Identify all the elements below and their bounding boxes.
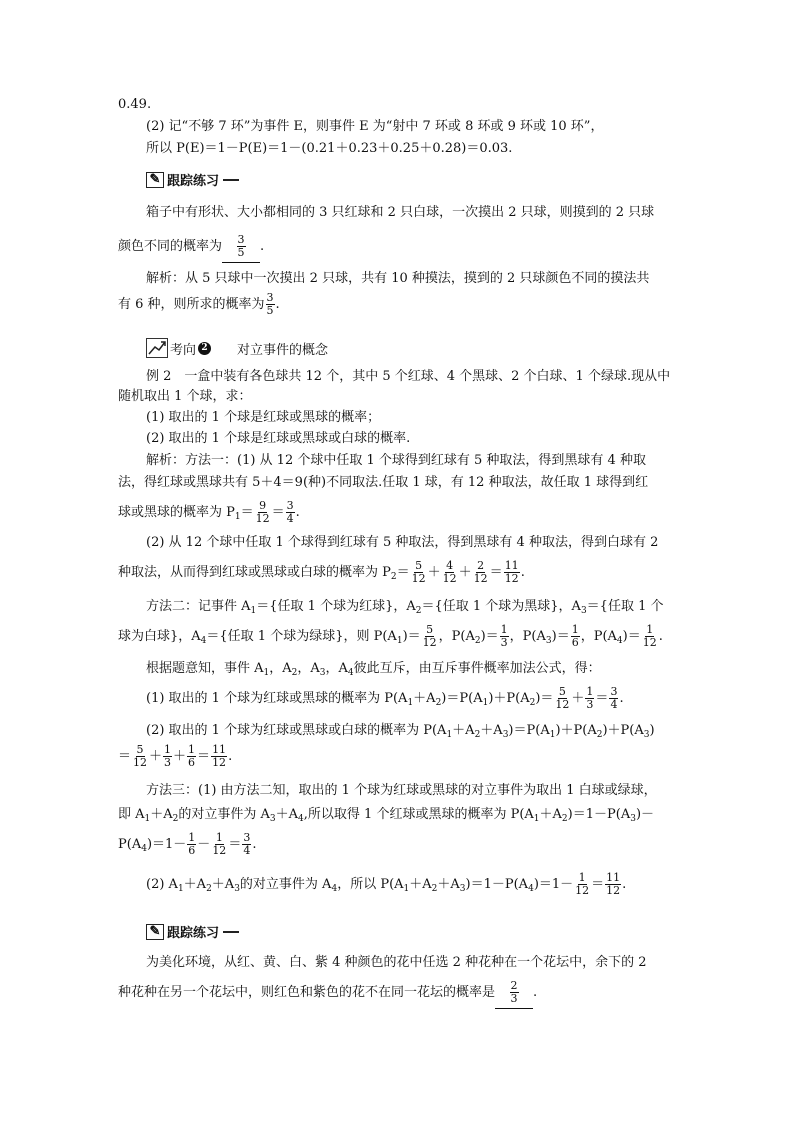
practice2-question-2 [118,978,537,1009]
intro-line-2: (2) 记“不够 7 环”为事件 E，则事件 E 为“射中 7 环或 8 环或 9 环或 10 环”， [146,119,604,134]
example-line-4: (2) 取出的 1 个球是红球或黑球或白球的概率. [146,431,411,446]
pencil-icon: ✎ [146,172,164,188]
practice1-solution-1: 解析：从 5 只球中一次摸出 2 只球，共有 10 种摸法，摸到的 2 只球颜色不同的摸法共 [146,271,650,286]
example-line-1: 例 2 一盒中装有各色球共 12 个，其中 5 个红球、4 个黑球、2 个白球、1 个绿球.现从中 [146,369,671,384]
intro-line-1: 0.49. [118,97,152,112]
method1-line-2: 法，得红球或黑球共有 5＋4＝9(种)不同取法.任取 1 球，有 12 种取法，故任取 1 球得到红 [118,475,649,490]
intro-line-3: 所以 P(E)＝1－P(E)＝1－(0.21＋0.23＋0.25＋0.28)＝0.03. [146,141,513,156]
text: 即 A [118,807,145,822]
frac-num: 9 [259,499,267,512]
method3-line-2: 即 $A_1+A_2$的对立事件为 $A_3+A_4$,所以取得 1 个红球或黑球的概率为 $P(A_1+A_2)=1-P(A_3)-$ [118,807,655,824]
answer-blank [222,232,260,263]
frac-num: 3 [237,233,245,246]
text: 彼此互斥，由互斥事件概率加法公式，得： [353,661,601,676]
frac-num: 4 [446,559,454,572]
text: ，所以 P(A [337,877,404,892]
trend-icon [146,338,168,358]
practice1-solution-2 [118,290,280,320]
text: )＝1－P(A [567,807,631,822]
method1-line-1: 解析：方法一：(1) 从 12 个球中任取 1 个球得到红球有 5 种取法，得到黑球有 4 种取 [146,453,646,468]
text: ,所以取得 1 个红球或黑球的概率为 P(A [303,807,534,822]
section-number: 2 [198,342,211,355]
text: 种花种在另一个花坛中，则红色和紫色的花不在同一花坛的概率是 [118,985,496,1000]
practice1-question-1: 箱子中有形状、大小都相同的 3 只红球和 2 只白球，一次摸出 2 只球，则摸到的 2 只球 [146,205,655,220]
text: . [260,239,265,254]
practice1-question-2 [118,232,264,263]
method1-line-3: 球或黑球的概率为 $P_1=$ $\frac{9}{12}$ ＝ $\frac{3}{4}$ . [118,499,300,525]
method1-line-5: 种取法，从而得到红球或黑球或白球的概率为 $P_2=$ $\frac{5}{12}$ ＋ $\frac{4}{12}$ ＋ $\frac{2}{12}$ ＝ $\frac{11}{12}$ . [118,559,525,585]
frac-den: 5 [266,304,274,317]
frac-den: 12 [642,636,657,649]
frac-num: 3 [286,499,294,512]
frac-den: 6 [571,636,579,649]
tag-line-decoration [223,179,239,181]
text: 的对立事件为 A [239,877,332,892]
frac-den: 12 [504,572,519,585]
section-heading [146,338,328,358]
practice-tag-2 [146,922,239,941]
frac-num: 5 [426,623,434,636]
text: 的对立事件为 A [178,807,270,822]
frac-num: 3 [266,291,274,304]
text: . [275,297,280,312]
text: 颜色不同的概率为 [118,239,223,254]
text: 方法二：记事件 A [146,599,251,614]
answer-blank [495,978,533,1009]
method2-line-5: (2) 取出的 1 个球为红球或黑球或白球的概率为 $P(A_1+A_2+A_3)=P(A_1)+P(A_2)+P(A_3)$ [146,723,655,740]
pencil-icon: ✎ [146,924,164,940]
frac-den: 12 [255,512,270,525]
method2-line-2: 球为白球}，$A_4=${任取 1 个球为绿球}，则 $P(A_1)=$ $\frac{5}{12}$ ，$P(A_2)=$ $\frac{1}{3}$ ，$P(A_3)=$ $\frac{1}{6}$ ，$P(A_4)=$ $\frac{1}{12}$ . [118,623,663,649]
method1-line-4: (2) 从 12 个球中任取 1 个球得到红球有 5 种取法，得到黑球有 4 种取法，得到白球有 2 [146,535,659,550]
text: ＝{任取 1 个球为绿球}，则 P(A [206,629,397,644]
practice-tag-label: 跟踪练习 [167,174,220,189]
frac-num: 1 [646,623,654,636]
text: ＝{任取 1 个 [586,599,664,614]
frac-den: 3 [510,992,518,1005]
text: 种取法，从而得到红球或黑球或白球的概率为 P [118,565,391,580]
example-line-3: (1) 取出的 1 个球是红球或黑球的概率； [146,410,381,425]
text: 球或黑球的概率为 P [118,505,235,520]
frac-num: 11 [504,559,519,572]
frac-num: 1 [571,623,579,636]
text: ＝{任取 1 个球为红球}，A [256,599,416,614]
method2-line-6: ＝ $\frac{5}{12}$ ＋ $\frac{1}{3}$ ＋ $\frac{1}{6}$ ＝ $\frac{11}{12}$ . [118,743,233,769]
practice-tag-1 [146,170,239,189]
method3-line-4: (2) $A_1+A_2+A_3$的对立事件为 $A_4$，所以 $P(A_1+A_2+A_3)=1-P(A_4)=1-$ $\frac{1}{12}$ ＝ $\frac{11}{12}$ . [146,871,627,897]
frac-num: 2 [510,979,518,992]
method3-line-1: 方法三：(1) 由方法二知，取出的 1 个球为红球或黑球的对立事件为取出 1 白球或绿球， [146,783,657,798]
section-label: 考向 [170,342,197,358]
method2-line-4: (1) 取出的 1 个球为红球或黑球的概率为 $P(A_1+A_2)=P(A_1)+P(A_2)=$ $\frac{5}{12}$ ＋ $\frac{1}{3}$ ＝ $\frac{3}{4}$ . [146,685,624,711]
frac-den: 5 [237,246,245,259]
method2-line-3: 根据题意知，事件 $A_1$，$A_2$，$A_3$，$A_4$彼此互斥，由互斥事件概率加法公式，得： [146,661,601,678]
frac-den: 12 [411,572,426,585]
text: )－ [635,807,655,822]
frac-den: 12 [422,636,437,649]
frac-den: 12 [473,572,488,585]
method2-line-1: 方法二：记事件 $A_1=${任取 1 个球为红球}，$A_2=${任取 1 个球为黑球}，$A_3=${任取 1 个 [146,599,664,616]
text: (2) 取出的 1 个球为红球或黑球或白球的概率为 P(A [146,723,447,738]
frac-num: 2 [477,559,485,572]
method3-line-3: $P(A_4)=1-$ $\frac{1}{6}$ － $\frac{1}{12}$ ＝ $\frac{3}{4}$ . [118,831,257,857]
practice2-question-1: 为美化环境，从红、黄、白、紫 4 种颜色的花中任选 2 种花种在一个花坛中，余下的 2 [146,955,647,970]
frac-den: 12 [442,572,457,585]
text: (1) 取出的 1 个球为红球或黑球的概率为 P(A [146,691,408,706]
frac-den: 4 [286,512,294,525]
section-title: 对立事件的概念 [237,342,329,358]
text: . [533,985,538,1000]
frac-num: 5 [415,559,423,572]
text: 有 6 种，则所求的概率为 [118,297,265,312]
practice-tag-label: 跟踪练习 [167,926,220,941]
tag-line-decoration [223,931,239,933]
text: 根据题意知，事件 A [146,661,264,676]
frac-num: 1 [500,623,508,636]
example-line-2: 随机取出 1 个球，求： [118,389,252,404]
text: ＝ [240,505,254,520]
text: (2) A [146,877,178,892]
text: 球为白球}，A [118,629,201,644]
text: ＝{任取 1 个球为黑球}，A [421,599,581,614]
frac-den: 3 [500,636,508,649]
